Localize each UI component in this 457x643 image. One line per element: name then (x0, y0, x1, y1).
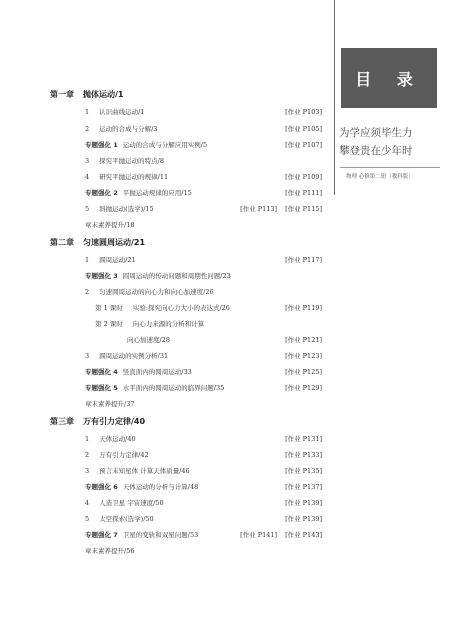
lesson-label: 第 1 课时 (95, 304, 123, 312)
homework-page-ref: [作业 P103] (285, 108, 322, 116)
topic-tag: 专题强化 7 (85, 531, 118, 539)
book-subtitle: 物理 必修第二册（教科版） (346, 174, 414, 180)
chapter-title: 万有引力定律/40 (83, 417, 146, 426)
toc-entry[interactable] (85, 319, 322, 328)
topic-tag: 专题强化 2 (85, 189, 118, 197)
entry-title: 平抛运动规律的应用/15 (122, 189, 192, 197)
chapter-label: 第三章 (50, 417, 74, 426)
toc-entry[interactable] (85, 220, 322, 229)
topic-tag: 专题强化 6 (85, 483, 118, 491)
toc-entry[interactable] (85, 287, 322, 296)
toc-title: 目 录 (341, 48, 437, 108)
homework-page-ref: [作业 P143] (285, 531, 322, 539)
toc-entry[interactable] (85, 172, 322, 181)
entry-number: 4 (85, 173, 90, 181)
toc-entry[interactable] (85, 140, 322, 149)
toc-entry[interactable] (85, 271, 322, 280)
entry-number: 3 (85, 157, 90, 165)
homework-page-ref: [作业 P111] (285, 189, 322, 197)
chapter-title: 抛体运动/1 (83, 90, 124, 99)
entry-title: 研究平抛运动的规律/11 (99, 173, 169, 181)
chapter-title: 匀速圆周运动/21 (83, 238, 146, 247)
chapter-heading-2[interactable] (50, 237, 145, 248)
topic-tag: 专题强化 1 (85, 141, 118, 149)
entry-title: 圆周运动的实例分析/31 (99, 352, 169, 360)
chapter-heading-1[interactable] (50, 89, 124, 100)
topic-tag: 专题强化 5 (85, 384, 118, 392)
homework-page-ref: [作业 P131] (285, 435, 322, 443)
entry-title: 圆周运动的传动问题和周期性问题/23 (122, 272, 231, 280)
toc-entry[interactable] (85, 351, 322, 360)
toc-entry[interactable] (85, 188, 322, 197)
subtitle-rule (340, 167, 440, 168)
homework-page-ref: [作业 P137] (285, 483, 322, 491)
homework-page-ref: [作业 P139] (285, 499, 322, 507)
entry-title: 竖直面内的圆周运动/33 (122, 368, 192, 376)
entry-number: 2 (85, 125, 90, 133)
toc-entry[interactable] (85, 399, 322, 408)
entry-title: 匀速圆周运动的向心力和向心加速度/26 (99, 288, 214, 296)
header-divider-line (334, 0, 335, 195)
entry-title: 太空探索(选学)/50 (99, 515, 154, 523)
entry-title: 天体运动的分析与计算/48 (122, 483, 199, 491)
entry-title: 章末素养提升/18 (85, 221, 135, 229)
entry-number: 3 (85, 352, 90, 360)
entry-title: 天体运动/40 (99, 435, 136, 443)
topic-tag: 专题强化 3 (85, 272, 118, 280)
homework-page-ref: [作业 P135] (285, 467, 322, 475)
toc-entry[interactable] (85, 204, 322, 213)
entry-title: 卫星的变轨和双星问题/53 (122, 531, 199, 539)
homework-page-ref: [作业 P125] (285, 368, 322, 376)
toc-entry[interactable] (85, 530, 322, 539)
homework-page-ref: [作业 P115] (285, 205, 322, 213)
toc-entry[interactable] (85, 434, 322, 443)
entry-number: 5 (85, 515, 90, 523)
entry-title: 运动的合成与分解应用实例/5 (122, 141, 208, 149)
entry-title: 预言未知星体 计算天体质量/46 (99, 467, 190, 475)
entry-number: 2 (85, 451, 90, 459)
entry-number: 1 (85, 108, 90, 116)
entry-title: 探究平抛运动的特点/8 (99, 157, 164, 165)
entry-title: 章末素养提升/37 (85, 400, 135, 408)
entry-number: 4 (85, 499, 90, 507)
toc-entry[interactable] (85, 383, 322, 392)
homework-page-ref: [作业 P119] (285, 304, 322, 312)
entry-title: 人造卫星 宇宙速度/50 (99, 499, 164, 507)
homework-page-ref: [作业 P139] (285, 515, 322, 523)
entry-title: 章末素养提升/56 (85, 547, 135, 555)
slogan-line-1: 为学应须毕生力 (339, 127, 413, 139)
homework-page-ref: [作业 P123] (285, 352, 322, 360)
homework-page-ref: [作业 P117] (285, 256, 322, 264)
toc-entry[interactable] (85, 367, 322, 376)
entry-title: 万有引力定律/42 (99, 451, 149, 459)
homework-page-ref: [作业 P121] (285, 336, 322, 344)
toc-entry[interactable] (85, 255, 322, 264)
entry-number: 2 (85, 288, 90, 296)
entry-number: 1 (85, 435, 90, 443)
entry-number: 1 (85, 256, 90, 264)
toc-entry[interactable] (85, 303, 322, 312)
entry-title: 圆周运动/21 (99, 256, 136, 264)
entry-title: 认识曲线运动/1 (99, 108, 145, 116)
toc-entry[interactable] (85, 482, 322, 491)
homework-page-ref: [作业 P129] (285, 384, 322, 392)
chapter-heading-3[interactable] (50, 416, 145, 427)
entry-number: 5 (85, 205, 90, 213)
slogan-line-2: 攀登贵在少年时 (339, 145, 413, 157)
toc-entry[interactable] (85, 335, 322, 344)
lesson-label: 第 2 课时 (95, 320, 123, 328)
toc-entry[interactable] (85, 124, 322, 133)
entry-title: 运动的合成与分解/3 (99, 125, 158, 133)
toc-entry[interactable] (85, 498, 322, 507)
toc-entry[interactable] (85, 156, 322, 165)
entry-title: 水平面内的圆周运动的临界问题/35 (122, 384, 225, 392)
toc-entry[interactable] (85, 546, 322, 555)
homework-page-ref: [作业 P109] (285, 173, 322, 181)
toc-entry[interactable] (85, 514, 322, 523)
entry-title: 斜抛运动(选学)/15 (99, 205, 154, 213)
homework-page-ref-alt: [作业 P141] (240, 531, 278, 539)
toc-entry[interactable] (85, 107, 322, 116)
homework-page-ref: [作业 P133] (285, 451, 322, 459)
homework-page-ref: [作业 P107] (285, 141, 322, 149)
toc-entry[interactable] (85, 466, 322, 475)
entry-title: 向心加速度/28 (127, 336, 170, 344)
toc-entry[interactable] (85, 450, 322, 459)
entry-title: 实验:探究向心力大小的表达式/26 (132, 304, 230, 312)
homework-page-ref-alt: [作业 P113] (240, 205, 278, 213)
entry-number: 3 (85, 467, 90, 475)
homework-page-ref: [作业 P105] (285, 125, 322, 133)
chapter-label: 第二章 (50, 238, 74, 247)
entry-title: 向心力来源的分析和计算 (132, 320, 205, 328)
chapter-label: 第一章 (50, 90, 74, 99)
topic-tag: 专题强化 4 (85, 368, 118, 376)
